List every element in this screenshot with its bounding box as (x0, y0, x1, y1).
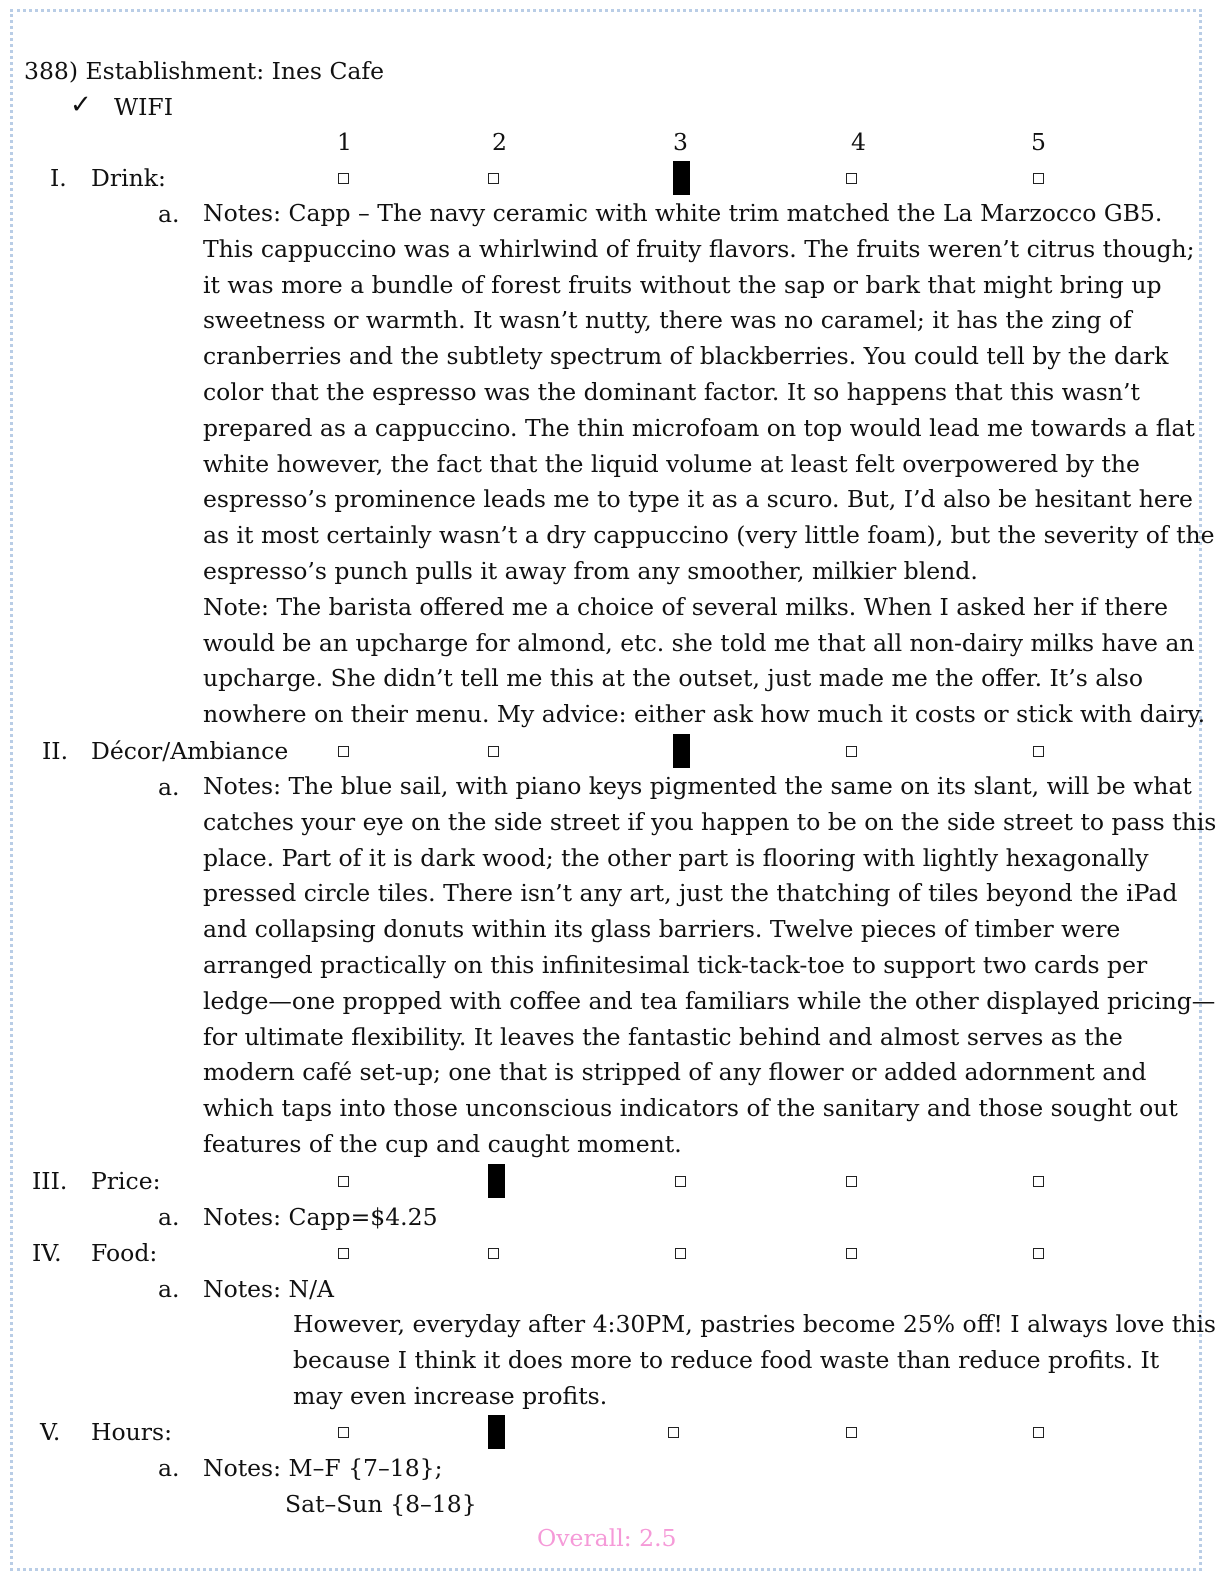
scale-label-4: 4 (851, 128, 866, 156)
note-line: which taps into those unconscious indicators of the sanitary and those sought out (203, 1094, 1178, 1123)
note-line: sweetness or warmth. It wasn’t nutty, there was no caramel; it has the zing of (203, 306, 1132, 335)
rating-box-2[interactable] (488, 173, 499, 184)
note-line: may even increase profits. (293, 1381, 608, 1410)
scale-label-2: 2 (492, 128, 507, 156)
rating-box-3-selected[interactable] (673, 161, 690, 195)
note-line: prepared as a cappuccino. The thin microfoam on top would lead me towards a flat (203, 413, 1195, 442)
scale-label-3: 3 (673, 128, 688, 156)
note-letter: a. (158, 1275, 180, 1303)
hours-weekend: Sat–Sun {8–18} (285, 1490, 477, 1518)
scale-label-1: 1 (337, 128, 352, 156)
section-numeral: III. (32, 1167, 68, 1195)
rating-box-4[interactable] (846, 746, 857, 757)
note-letter: a. (158, 1203, 180, 1231)
food-notes: Notes: N/A (203, 1275, 334, 1303)
note-line: would be an upcharge for almond, etc. she told me that all non-dairy milks have an (203, 628, 1195, 657)
rating-box-3[interactable] (675, 1248, 686, 1259)
note-line: for ultimate flexibility. It leaves the fantastic behind and almost serves as the (203, 1022, 1123, 1051)
rating-box-3[interactable] (675, 1176, 686, 1187)
note-line: upcharge. She didn’t tell me this at the outset, just made me the offer. It’s also (203, 664, 1143, 693)
note-line: espresso’s punch pulls it away from any smoother, milkier blend. (203, 556, 978, 585)
note-line: as it most certainly wasn’t a dry cappuccino (very little foam), but the severity of the (203, 521, 1215, 550)
rating-box-3[interactable] (668, 1427, 679, 1438)
decor-notes (203, 769, 1216, 1163)
section-label-food: Food: (91, 1239, 158, 1267)
note-line: and collapsing donuts within its glass barriers. Twelve pieces of timber were (203, 915, 1121, 944)
note-line: pressed circle tiles. There isn’t any art, just the thatching of tiles beyond the iPad (203, 879, 1178, 908)
amenity-wifi: WIFI (114, 93, 174, 121)
note-line: color that the espresso was the dominant factor. It so happens that this wasn’t (203, 377, 1140, 406)
note-line: cranberries and the subtlety spectrum of blackberries. You could tell by the dark (203, 342, 1169, 371)
rating-box-1[interactable] (338, 1248, 349, 1259)
note-letter: a. (158, 773, 180, 801)
note-letter: a. (158, 1454, 180, 1482)
drink-notes (203, 196, 1215, 733)
note-line: However, everyday after 4:30PM, pastries become 25% off! I always love this (293, 1310, 1216, 1338)
note-line: it was more a bundle of forest fruits without the sap or bark that might bring up (203, 270, 1162, 299)
hours-notes: Notes: M–F {7–18}; (203, 1454, 443, 1482)
rating-box-1[interactable] (338, 1427, 349, 1438)
scale-label-5: 5 (1031, 128, 1046, 156)
rating-box-5[interactable] (1033, 1427, 1044, 1438)
section-label-hours: Hours: (91, 1418, 172, 1446)
rating-box-1[interactable] (338, 746, 349, 757)
note-line: place. Part of it is dark wood; the other part is flooring with lightly hexagonally (203, 843, 1149, 872)
note-line: This cappuccino was a whirlwind of fruity flavors. The fruits weren’t citrus though; (203, 234, 1195, 263)
checkmark-icon: ✓ (70, 90, 92, 120)
rating-box-2[interactable] (488, 746, 499, 757)
rating-box-4[interactable] (846, 173, 857, 184)
note-line: ledge—one propped with coffee and tea familiars while the other displayed pricing— (203, 986, 1216, 1015)
section-label-decor: Décor/Ambiance (91, 737, 289, 765)
note-line: Notes: Capp – The navy ceramic with white trim matched the La Marzocco GB5. (203, 199, 1163, 227)
price-notes: Notes: Capp=$4.25 (203, 1203, 438, 1231)
note-line: because I think it does more to reduce food waste than reduce profits. It (293, 1345, 1160, 1374)
food-extra-notes (293, 1307, 1216, 1414)
rating-box-2[interactable] (488, 1248, 499, 1259)
note-line: features of the cup and caught moment. (203, 1129, 682, 1158)
establishment-title: 388) Establishment: Ines Cafe (24, 57, 385, 85)
note-line: catches your eye on the side street if you happen to be on the side street to pass this (203, 807, 1217, 836)
note-line: modern café set-up; one that is stripped of any flower or added adornment and (203, 1058, 1147, 1087)
note-line: arranged practically on this infinitesimal tick-tack-toe to support two cards per (203, 950, 1148, 979)
section-numeral: I. (50, 164, 67, 192)
section-numeral: V. (40, 1418, 61, 1446)
rating-box-2-selected[interactable] (488, 1415, 505, 1449)
rating-box-1[interactable] (338, 1176, 349, 1187)
rating-box-2-selected[interactable] (488, 1164, 505, 1198)
section-label-drink: Drink: (91, 164, 166, 192)
note-line: espresso’s prominence leads me to type it as a scuro. But, I’d also be hesitant here (203, 485, 1193, 514)
rating-box-5[interactable] (1033, 1248, 1044, 1259)
rating-box-1[interactable] (338, 173, 349, 184)
rating-box-4[interactable] (846, 1176, 857, 1187)
overall-rating: Overall: 2.5 (537, 1524, 677, 1552)
rating-box-4[interactable] (846, 1427, 857, 1438)
rating-box-5[interactable] (1033, 173, 1044, 184)
rating-box-3-selected[interactable] (673, 734, 690, 768)
section-numeral: II. (42, 737, 69, 765)
note-line: white however, the fact that the liquid volume at least felt overpowered by the (203, 449, 1140, 478)
note-line: Notes: The blue sail, with piano keys pigmented the same on its slant, will be what (203, 772, 1192, 800)
section-numeral: IV. (32, 1239, 62, 1267)
section-label-price: Price: (91, 1167, 161, 1195)
note-line: nowhere on their menu. My advice: either ask how much it costs or stick with dairy. (203, 700, 1206, 729)
note-line: Note: The barista offered me a choice of several milks. When I asked her if there (203, 592, 1169, 621)
rating-box-4[interactable] (846, 1248, 857, 1259)
note-letter: a. (158, 200, 180, 228)
rating-box-5[interactable] (1033, 1176, 1044, 1187)
rating-box-5[interactable] (1033, 746, 1044, 757)
